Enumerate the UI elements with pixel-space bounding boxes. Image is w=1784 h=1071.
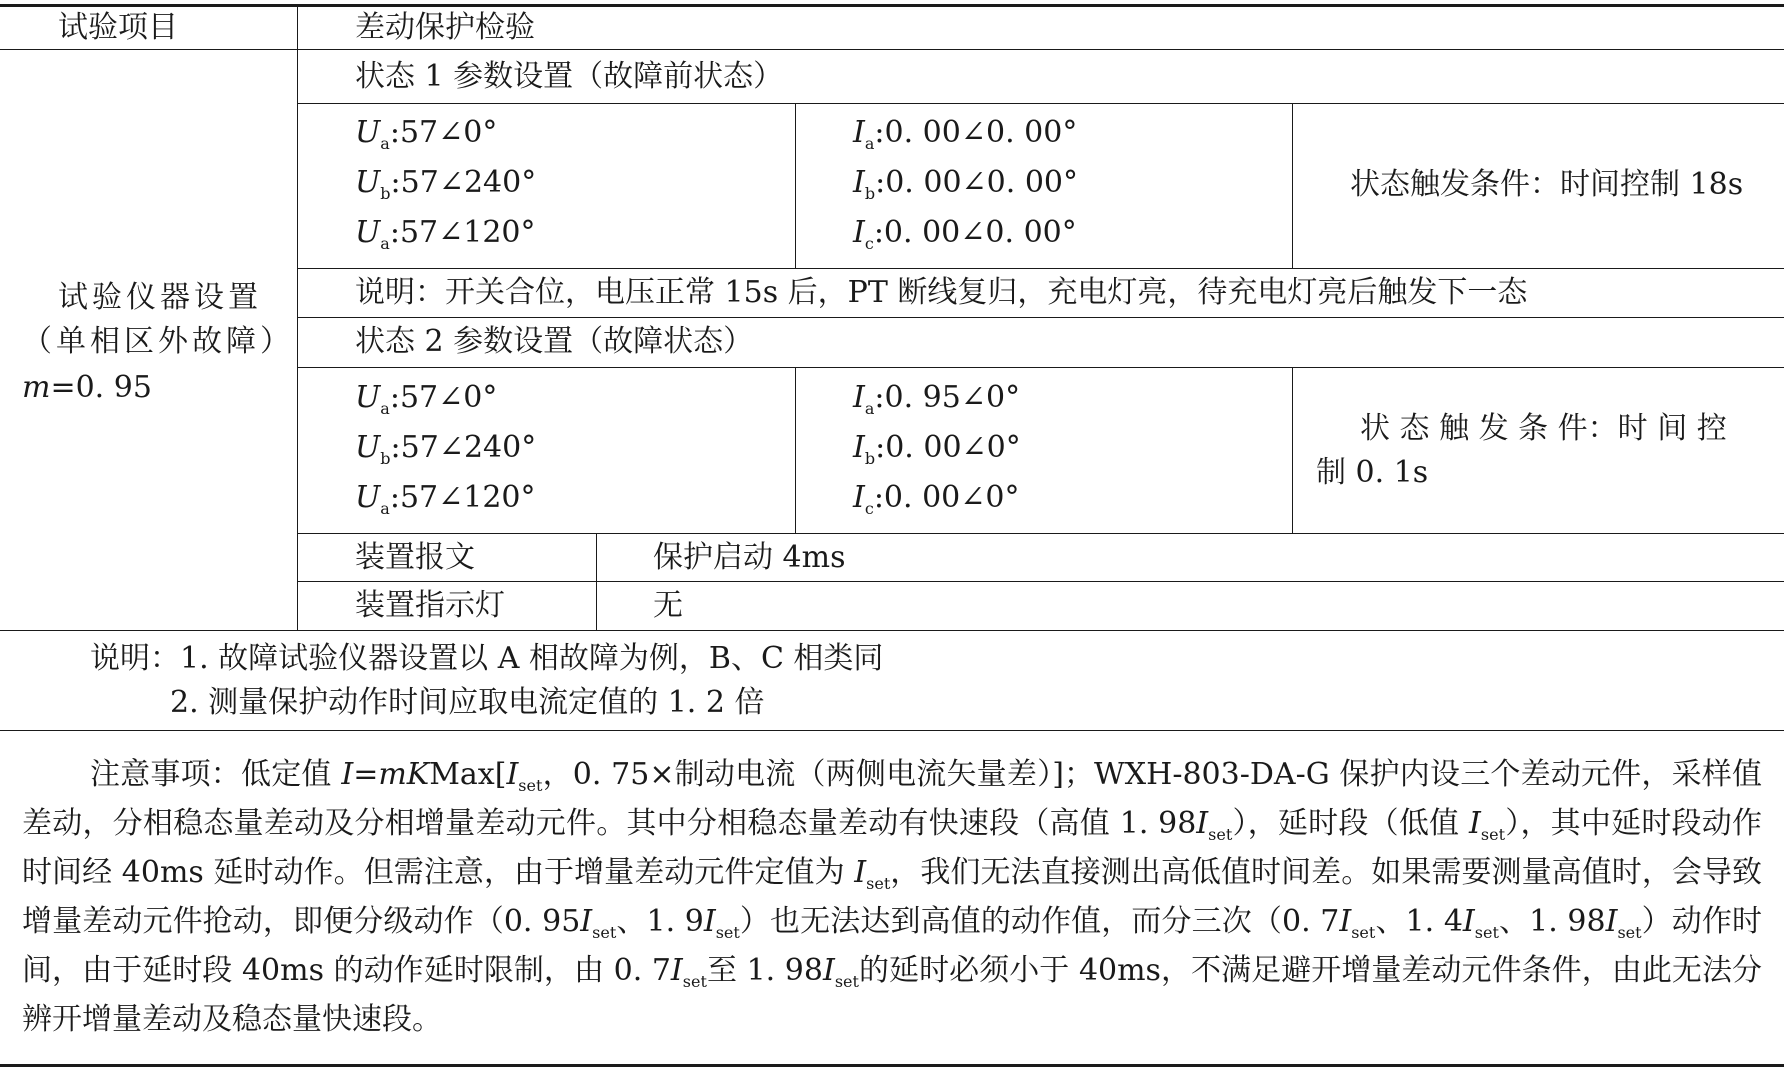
note-paragraph [22,750,1762,1044]
header-col2: 差动保护检验 [355,10,535,45]
value: :57∠240° [390,430,537,465]
subscript: a [380,234,390,253]
state1-col-divider-2 [1292,103,1293,268]
note-text: ，我们无法直接测出高低值时间差。如果需要测量高值时，会导致增量差动元件抢动，即便分级动作（0. 95 [22,855,1763,939]
state1-title: 状态 1 参数设置（故障前状态） [355,59,784,94]
value: :57∠0° [389,115,498,150]
state1-explain: 说明：开关合位，电压正常 15s 后，PT 断线复归，充电灯亮，待充电灯亮后触发下一态 [355,275,1528,310]
note-text: ）动作时间，由于延时段 40ms 的动作延时限制，由 0. 7 [22,904,1763,988]
symbol: I [853,380,865,415]
note-sub: set [1480,825,1505,844]
symbol: U [355,215,381,250]
state2-current-c [853,479,1020,517]
state2-title: 状态 2 参数设置（故障状态） [355,324,754,359]
state2-voltage-b [355,429,536,467]
note-sub: set [592,923,617,942]
state1-title-rule [297,103,1784,104]
note-sub: set [1617,923,1642,942]
table-top-rule [0,4,1784,7]
note-var: I [580,904,593,939]
state2-col-divider-1 [795,367,796,533]
table-bottom-rule [0,630,1784,631]
header-col1: 试验项目 [58,10,178,45]
note-sub: set [682,972,707,991]
note-text: 的延时必须小于 40ms，不满足避开增量差动元件条件，由此无法分辨开增量差动及稳态量快速段。 [22,953,1762,1037]
note-text: 注意事项：低定值 [90,757,342,792]
state2-params-bottom-rule [297,533,1784,534]
symbol: U [355,430,381,465]
indicator-value: 无 [653,588,683,623]
state1-current-c [853,214,1077,252]
symbol: U [355,115,381,150]
value: :0. 00∠0. 00° [874,115,1078,150]
value: :57∠240° [390,165,537,200]
note-sub: set [866,874,891,893]
row-label-line2: （单相区外故障） [22,324,294,359]
note-sub: set [1208,825,1233,844]
page-bottom-rule [0,1064,1784,1067]
note-sub: set [1351,923,1376,942]
note-var: I [1605,904,1618,939]
note-text: 、1. 98 [1498,904,1606,939]
note-var: mK [378,757,430,792]
remarks-bottom-rule [0,730,1784,731]
symbol: U [355,380,381,415]
state1-voltage-b [355,164,536,202]
state2-voltage-a [355,379,497,417]
note-var: I [670,953,683,988]
value: :57∠0° [389,380,498,415]
note-text: = [353,757,379,792]
indicator-label: 装置指示灯 [355,588,505,623]
state1-voltage-a [355,114,497,152]
value: :0. 00∠0. 00° [873,215,1077,250]
state1-voltage-c [355,214,536,252]
value: :0. 95∠0° [874,380,1021,415]
symbol: U [355,165,381,200]
value: :0. 00∠0° [873,480,1020,515]
note-var: I [341,757,354,792]
state2-current-b [853,429,1021,467]
value: :57∠120° [389,480,536,515]
note-sub: set [518,776,543,795]
note-var: I [703,904,716,939]
note-text: 、1. 9 [616,904,704,939]
remarks-line1: 说明：1. 故障试验仪器设置以 A 相故障为例，B、C 相类同 [90,641,884,676]
note-sub: set [715,923,740,942]
symbol: I [853,430,865,465]
subscript: a [380,499,390,518]
state2-trigger-line2: 制 0. 1s [1316,455,1429,490]
note-var: I [854,855,867,890]
row-label-line1: 试验仪器设置 [58,280,262,315]
note-sub: set [1474,923,1499,942]
note-var: I [1462,904,1475,939]
note-text: 、1. 4 [1375,904,1463,939]
note-var: I [1196,806,1209,841]
state1-params-bottom-rule [297,268,1784,269]
report-bottom-rule [297,581,1784,582]
state1-trigger: 状态触发条件：时间控制 18s [1350,167,1744,202]
state2-trigger-line1: 状 态 触 发 条 件：时 间 控 [1360,411,1727,446]
symbol: I [853,215,865,250]
note-sub: set [834,972,859,991]
remarks-line2: 2. 测量保护动作时间应取电流定值的 1. 2 倍 [170,685,765,720]
subscript: a [380,134,390,153]
note-var: I [822,953,835,988]
state1-col-divider-1 [795,103,796,268]
note-var: I [506,757,519,792]
report-value: 保护启动 4ms [653,540,846,575]
note-text: ，0. 75×制动电流（两侧电流矢量差）]；WXH-803-DA-G 保护内设三个差动元件，采样值差动，分相稳态量差动及分相增量差动元件。其中分相稳态量差动有快速段（高值 1. 98 [22,757,1762,841]
value: :0. 00∠0. 00° [875,165,1079,200]
note-text: ）也无法达到高值的动作值，而分三次（0. 7 [739,904,1340,939]
note-var: I [1339,904,1352,939]
report-label: 装置报文 [355,540,475,575]
state2-voltage-c [355,479,536,517]
m-value: =0. 95 [50,370,152,405]
subscript: b [380,184,391,203]
note-text: Max[ [429,757,507,792]
m-variable: m [22,370,51,405]
state2-title-rule [297,367,1784,368]
symbol: I [853,165,865,200]
note-text: ），其中延时段动作时间经 40ms 延时动作。但需注意，由于增量差动元件定值为 [22,806,1762,890]
state1-current-a [853,114,1077,152]
value: :0. 00∠0° [875,430,1021,465]
subscript: b [864,449,876,468]
note-text: ），延时段（低值 [1232,806,1470,841]
explain-bottom-rule [297,317,1784,318]
subscript: a [380,399,390,418]
header-bottom-rule [0,49,1784,50]
note-var: I [1469,806,1481,841]
subscript: b [864,184,876,203]
symbol: I [853,480,865,515]
symbol: U [355,480,381,515]
subscript: a [864,399,875,418]
symbol: I [853,115,865,150]
state2-current-a [853,379,1020,417]
value: :57∠120° [389,215,536,250]
note-text: 至 1. 98 [706,953,823,988]
row-label-m [22,369,152,407]
subscript: a [864,134,875,153]
state2-col-divider-2 [1292,367,1293,533]
state1-current-b [853,164,1078,202]
subscript: b [380,449,391,468]
report-col-divider [596,533,597,630]
subscript: c [864,499,874,518]
subscript: c [864,234,874,253]
